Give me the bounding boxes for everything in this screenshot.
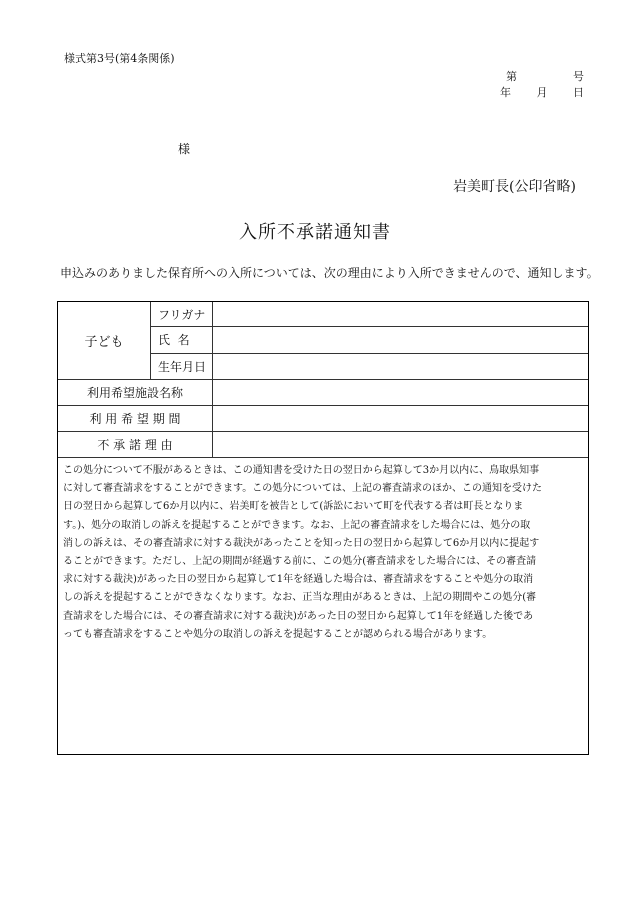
number-suffix: 号 (573, 70, 584, 83)
birthdate-label: 生年月日 (158, 359, 207, 374)
row-divider (150, 326, 588, 327)
child-label: 子ども (84, 335, 124, 350)
notice-line: 査請求をした場合には、その審査請求に対する裁決)があった日の翌日から起算して1年を経過した後であ (63, 610, 534, 622)
column-divider (212, 302, 213, 457)
month-label: 月 (536, 86, 548, 99)
notice-line: に対して審査請求をすることができます。この処分については、上記の審査請求のほか、この通知を受けた (63, 483, 542, 495)
furigana-label: フリガナ (158, 307, 206, 322)
notice-line: っても審査請求をすることや処分の取消しの訴えを提起することが認められる場合があります。 (63, 628, 493, 640)
notice-line: 日の翌日から起算して6か月以内に、岩美町を被告として(訴訟において町を代表する者は町長となりま (63, 501, 524, 513)
notice-line: ることができます。ただし、上記の期間が経過する前に、この処分(審査請求をした場合には、その審査請 (63, 556, 537, 568)
notice-form-table (57, 301, 589, 755)
addressee-suffix: 様 (178, 142, 191, 156)
column-divider (150, 302, 151, 379)
notice-line: 求に対する裁決)があった日の翌日から起算して1年を経過した場合は、審査請求をすることや処分の取消 (63, 574, 534, 586)
reason-label: 不 承 諾 理 由 (97, 437, 173, 452)
notice-line: 消しの訴えは、その審査請求に対する裁決があったことを知った日の翌日から起算して6か月以内に提起す (63, 537, 540, 549)
document-title: 入所不承諾通知書 (239, 222, 391, 243)
row-divider (150, 353, 588, 354)
row-divider (58, 457, 588, 458)
year-label: 年 (500, 86, 511, 99)
facility-label: 利用希望施設名称 (86, 385, 183, 400)
number-prefix: 第 (506, 70, 517, 83)
appeal-notice (63, 462, 585, 644)
date-line (500, 84, 584, 100)
notice-line: この処分について不服があるときは、この通知書を受けた日の翌日から起算して3か月以内に、鳥取県知事 (63, 465, 540, 476)
document-number-line (506, 68, 584, 84)
intro-text: 申込みのありました保育所への入所については、次の理由により入所できませんので、通知します。 (60, 266, 599, 280)
notice-line: しの訴えを提起することができなくなります。なお、正当な理由があるときは、上記の期間やこの処分(審 (63, 592, 537, 604)
name-label: 氏 名 (158, 333, 190, 347)
sender: 岩美町長(公印省略) (453, 179, 576, 195)
form-number: 様式第3号(第4条関係) (64, 52, 175, 65)
day-label: 日 (573, 86, 584, 99)
period-label: 利 用 希 望 期 間 (89, 411, 181, 426)
notice-line: す。)、処分の取消しの訴えを提起することができます。なお、上記の審査請求をした場合には、処分の取 (63, 519, 531, 531)
